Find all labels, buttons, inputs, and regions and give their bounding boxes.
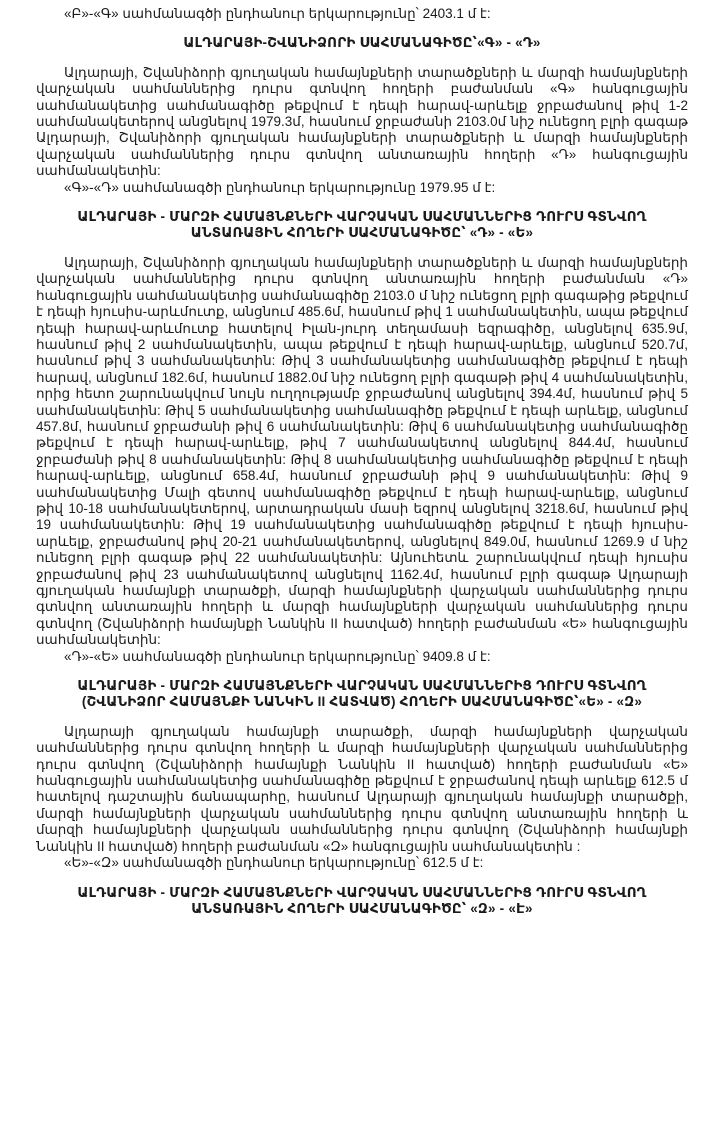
boundary-total-length-g-d: «Գ»-«Դ» սահմանագծի ընդհանուր երկարությունը 1979.95 մ է: — [64, 179, 496, 195]
section-heading-g-d: ԱԼԴԱՐԱՅԻ-ՇՎԱՆԻՁՈՐԻ ՍԱՀՄԱՆԱԳԻԾԸ՝«Գ» - «Դ» — [183, 35, 541, 51]
boundary-description-d-e: Ալդարայի, Շվանիձորի գյուղական համայնքների տարածքների և մարզի համայնքների վարչական սահմաններից դուրս գտնվող անտառային հողերի բաժանման «Դ» հանգուցային սահմանակետից սահմանագիծը 2103.0 մ նիշ ունեցող բլրի գագաթից թեքվում է դեպի հյուսիս-արևմուտք, անցնում 485.6մ, հասնում թիվ 1 սահմանակետին, ապա թեքվում դեպի հարավ-արևմուտք հատելով Իլան-յուրդ տեղամասի եզրագիծը, անցնելով 635.9մ, հասնում թիվ 2 սահմանակետին, ապա թեքվում է դեպի հարավ-արևելք, անցնում 520.7մ, հասնում թիվ 3 սահմանակետին: Թիվ 3 սահմանակետից սահմանագիծը թեքվում է դեպի հարավ, անցնում 182.6մ, հասնում 1882.0մ նիշ ունեցող բլրի գագաթի թիվ 4 սահմանակետին, որից հետո շարունակվում նույն ուղղությամբ ջրբաժանով անցնելով 394.4մ, հասնում թիվ 5 սահմանակետին: Թիվ 5 սահմանակետից սահմանագիծը թեքվում է դեպի արևելք, անցնում 457.8մ, հասնում ջրբաժանի թիվ 6 սահմանակետին: Թիվ 6 սահմանակետից սահմանագիծը թեքվում է դեպի հարավ-արևելք, թիվ 7 սահմանակետով անցնելով 844.4մ, հասնում ջրբաժանի թիվ 8 սահմանակետին: Թիվ 8 սահմանակետից սահմանագիծը թեքվում է դեպի հարավ-արևելք, անցնում 658.4մ, հասնում ջրբաժանի թիվ 9 սահմանակետին: Թիվ 9 սահմանակետից Մալի գետով սահմանագիծը թեքվում է դեպի հարավ-արևելք, անցնում թիվ 10-18 սահմանակետերով, արտադրական մասի եզրով անցնելով 3218.6մ, հասնում թիվ 19 սահմանակետին: Թիվ 19 սահմանակետից սահմանագիծը թեքվում է դեպի հյուսիս-արևելք, ջրբաժանով թիվ 20-21 սահմանակետերով, անցնելով 849.0մ, հասնում 1269.9 մ նիշ ունեցող բլրի գագաթ թիվ 22 սահմանակետին: Այնուհետև շարունակվում դեպի հյուսիս ջրբաժանով թիվ 23 սահմանակետով անցնելով 1162.4մ, հասնում բլրի գագաթ Ալդարայի գյուղական համայնքի տարածքի, մարզի համայնքների վարչական սահմաններից դուրս գտնվող անտառային հողերի և մարզի համայնքների վարչական սահմաններից դուրս գտնվող (Շվանիձորի համայնքի Նանկին II հատված) հողերի բաժանման «Ե» հանգուցային սահմանակետին: — [36, 254, 688, 648]
boundary-total-length-b-g: «Բ»-«Գ» սահմանագծի ընդհանուր երկարությունը՝ 2403.1 մ է: — [64, 6, 491, 21]
boundary-description-g-d: Ալդարայի, Շվանիձորի գյուղական համայնքների տարածքների և մարզի համայնքների վարչական սահմաններից դուրս գտնվող հողերի բաժանման «Գ» հանգուցային սահմանակետից սահմանագիծը թեքվում է դեպի հարավ-արևելք ջրբաժանով թիվ 1-2 սահմանակետերով անցնելով 1979.3մ, հասնում ջրբաժանի 2103.0մ նիշ ունեցող բլրի գագաթ Ալդարայի, Շվանիձորի գյուղական համայնքների տարածքների և մարզի համայնքների վարչական սահմաններից դուրս գտնվող անտառային հողերի «Դ» հանգուցային սահմանակետին: — [36, 64, 688, 179]
boundary-description-e-z: Ալդարայի գյուղական համայնքի տարածքի, մարզի համայնքների վարչական սահմաններից դուրս գտնվող հողերի և մարզի համայնքների վարչական սահմաններից դուրս գտնվող (Շվանիձորի համայնքի Նանկին II հատված) հողերի բաժանման «Ե» հանգուցային սահմանակետից սահմանագիծը թեքվում է ջրբաժանով դեպի արևելք 612.5 մ հատելով դաշտային ճանապարհը, հասնում Ալդարայի գյուղական համայնքի տարածքի, մարզի համայնքների վարչական սահմաններից դուրս գտնվող անտառային հողերի և մարզի համայնքների վարչական սահմաններից դուրս գտնվող (Շվանիձորի համայնքի Նանկին II հատված) հողերի բաժանման «Զ» հանգուցային սահմանակետին : — [36, 723, 688, 854]
boundary-total-length-e-z: «Ե»-«Զ» սահմանագծի ընդհանուր երկարությունը՝ 612.5 մ է: — [64, 855, 484, 871]
section-heading-d-e: ԱԼԴԱՐԱՅԻ - ՄԱՐԶԻ ՀԱՄԱՅՆՔՆԵՐԻ ՎԱՐՉԱԿԱՆ ՍԱՀՄԱՆՆԵՐԻՑ ԴՈՒՐՍ ԳՏՆՎՈՂ ԱՆՏԱՌԱՅԻՆ ՀՈՂԵՐԻ ՍԱՀՄԱՆԱԳԻԾԸ՝ «Դ» - «Ե» — [77, 209, 647, 241]
boundary-total-length-d-e: «Դ»-«Ե» սահմանագծի ընդհանուր երկարությունը՝ 9409.8 մ է: — [64, 648, 491, 664]
section-heading-z-eh: ԱԼԴԱՐԱՅԻ - ՄԱՐԶԻ ՀԱՄԱՅՆՔՆԵՐԻ ՎԱՐՉԱԿԱՆ ՍԱՀՄԱՆՆԵՐԻՑ ԴՈՒՐՍ ԳՏՆՎՈՂ ԱՆՏԱՌԱՅԻՆ ՀՈՂԵՐԻ ՍԱՀՄԱՆԱԳԻԾԸ՝ «Զ» - «Է» — [77, 884, 647, 916]
section-heading-e-z: ԱԼԴԱՐԱՅԻ - ՄԱՐԶԻ ՀԱՄԱՅՆՔՆԵՐԻ ՎԱՐՉԱԿԱՆ ՍԱՀՄԱՆՆԵՐԻՑ ԴՈՒՐՍ ԳՏՆՎՈՂ (ՇՎԱՆԻՁՈՐ ՀԱՄԱՅՆՔԻ ՆԱՆԿԻՆ II ՀԱՏՎԱԾ) ՀՈՂԵՐԻ ՍԱՀՄԱՆԱԳԻԾԸ՝«Ե» - «Զ» — [77, 678, 647, 710]
